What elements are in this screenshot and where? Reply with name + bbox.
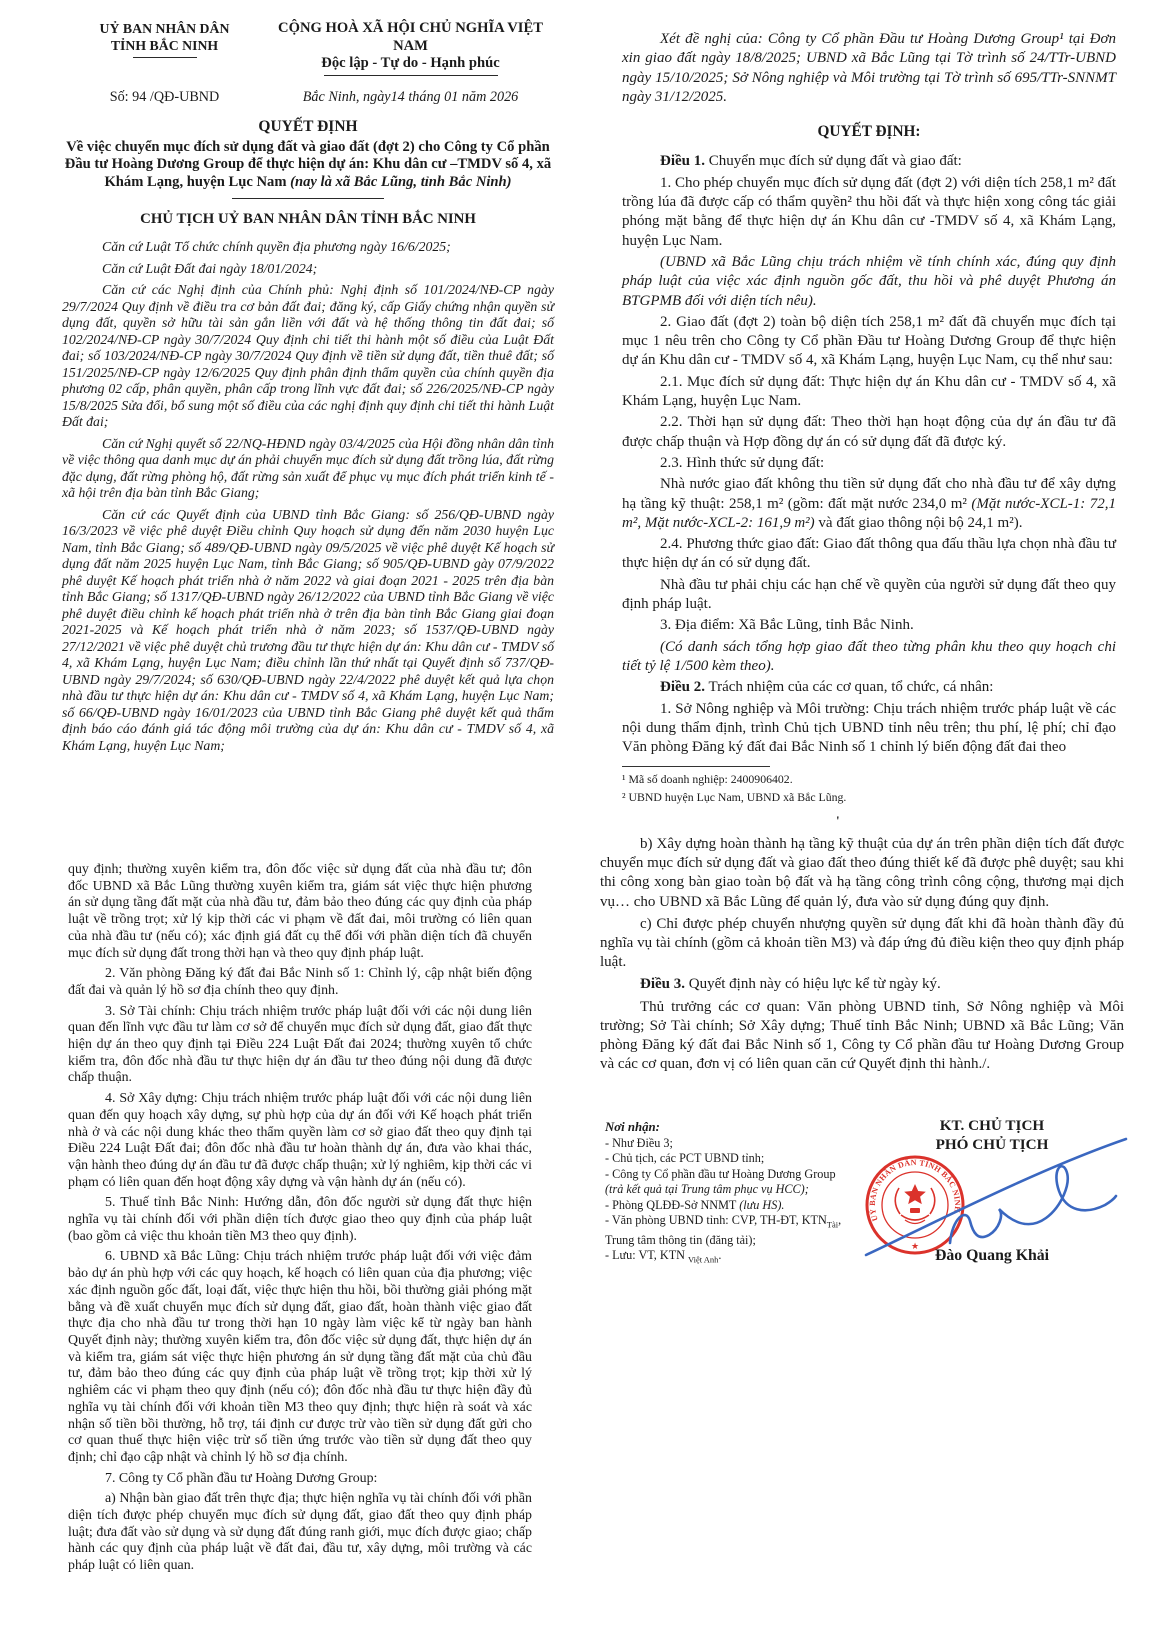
motto-underline [324, 75, 498, 76]
national-motto-block [267, 20, 554, 76]
page-4 [600, 832, 1124, 1265]
recipient-item-text: , [838, 1213, 842, 1227]
stray-scan-mark: ' [836, 813, 840, 828]
recipient-item: (trả kết quả tại Trung tâm phục vụ HCC); [605, 1182, 809, 1196]
page-3 [68, 862, 532, 1575]
article-2-item-3: 3. Sở Tài chính: Chịu trách nhiệm trước pháp luật đối với các nội dung liên quan đến lĩnh vực đầu tư làm cơ sở để chuyển mục đích sử dụng đất, giao đất thực hiện dự án theo quy định tại Điều 224 Luật Đất đai 2024; thường xuyên tổ chức kiểm tra, đôn đốc nhà đầu tư thực hiện dự án đầu tư theo đúng nội dung đã được chấp thuận. [68, 1003, 532, 1086]
article-1-item-3-note: (Có danh sách tổng hợp giao đất theo từng phân khu theo quy hoạch chi tiết tỷ lệ 1/500 kèm theo). [622, 638, 1116, 674]
signer-name: Đào Quang Khải [934, 1247, 1050, 1264]
article-2-item-5: 5. Thuế tỉnh Bắc Ninh: Hướng dẫn, đôn đốc người sử dụng đất thực hiện nghĩa vụ tài chính đối với phần diện tích được giao theo quy định của pháp luật (bao gồm cả việc thu khoản tiền M3 theo quy định). [68, 1195, 532, 1244]
recital: Căn cứ Luật Tổ chức chính quyền địa phương ngày 16/6/2025; [102, 239, 451, 255]
agency-underline [133, 57, 197, 58]
article-1-item-2: 2. Giao đất (đợt 2) toàn bộ diện tích 258,1 m² đất đã chuyển mục đích tại mục 1 nêu trên cho Công ty Cổ phần Đầu tư Hoàng Dương Group để thực hiện dự án Khu dân cư - TMDV số 4, xã Khám Lạng, huyện Lục Nam, cụ thể như sau: [622, 313, 1116, 369]
footnote-2: ² UBND huyện Lục Nam, UBND xã Bắc Lũng. [622, 789, 847, 804]
article-1-item-1: 1. Cho phép chuyển mục đích sử dụng đất (đợt 2) với diện tích 258,1 m² đất trồng lúa đã được cấp có thẩm quyền² thu hồi đất và thực hiện xong công tác giải phóng mặt bằng để thực hiện dự án Khu dân cư -TMDV số 4, xã Khám Lạng, huyện Lục Nam. [622, 174, 1116, 249]
recipient-item-text: - Lưu: VT, KTN [605, 1248, 688, 1263]
recipient-item: - Như Điều 3; [605, 1135, 673, 1150]
footnote-rule [622, 766, 770, 767]
recipient-item: Trung tâm thông tin (đăng tải); [605, 1232, 756, 1247]
article-2-item-6: 6. UBND xã Bắc Lũng: Chịu trách nhiệm trước pháp luật đối với việc đảm bảo dự án phù hợp với các quy hoạch, kế hoạch có liên quan của địa phương; việc xác định nguồn gốc đất, loại đất, việc thực hiện thu hồi, bồi thường giải phóng mặt bằng và đề xuất chuyển mục đích sử dụng đất, giao đất, hoàn thành việc giao đất thực địa cho nhà đầu tư trong thời hạn 10 ngày làm việc kể từ ngày ban hành Quyết định này; thường xuyên kiểm tra, đôn đốc việc sử dụng đất, thực hiện dự án và kiểm tra, giám sát việc thực hiện phương án sử dụng tầng đất mặt của chủ đầu tư, đảm bảo theo đúng các quy định của pháp luật về trồng trọt; kịp thời xử lý nghiêm các vi phạm theo quy định (nếu có); đôn đốc nhà đầu tư thực hiện đầy đủ nghĩa vụ tài chính đối với khoản tiền M3 theo quy định; thực hiện rà soát và xác nhận số tiền bồi thường, hỗ trợ, tái định cư được trừ vào tiền sử dụng đất gửi cho cơ quan thuế thực hiện việc trừ số tiền ứng trước vào tiền sử dụng đất theo quy định; chỉ đạo cập nhật và chỉnh lý hồ sơ địa chính. [68, 1249, 532, 1465]
recipient-item-text: . [718, 1248, 722, 1263]
page-header [62, 20, 554, 76]
signer-title-line1: KT. CHỦ TỊCH [939, 1117, 1045, 1134]
article-1-item-2-3: 2.3. Hình thức sử dụng đất: [660, 454, 825, 471]
recital: Căn cứ các Nghị định của Chính phủ: Nghị định số 101/2024/NĐ-CP ngày 29/7/2024 Quy định về điều tra cơ bản đất đai; đăng ký, cấp Giấy chứng nhận quyền sử dụng đất, quyền sở hữu tài sản gắn liền với đất và hệ thống thông tin đất đai; số 102/2024/NĐ-CP ngày 30/7/2024 Quy định chi tiết thi hành một số điều của Luật Đất đai; số 103/2024/NĐ-CP ngày 30/7/2024 Quy định về tiền sử dụng đất, tiền thuê đất; số 151/2025/NĐ-CP ngày 12/6/2025 Quy định phân định thẩm quyền của chính quyền địa phương 02 cấp, phân quyền, phân cấp trong lĩnh vực đất đai; số 226/2025/NĐ-CP ngày 15/8/2025 Sửa đổi, bổ sung một số điều của các nghị định quy định chi tiết thi hành Luật Đất đai; [62, 282, 554, 430]
national-motto: Độc lập - Tự do - Hạnh phúc [321, 55, 500, 71]
stamp-ring-text: UỶ BAN NHÂN DÂN TỈNH BẮC NINH [867, 1157, 963, 1223]
article-2-item-1: 1. Sở Nông nghiệp và Môi trường: Chịu trách nhiệm trước pháp luật về các nội dung thẩm định, trình Chủ tịch UBND tỉnh nêu trên; thu phí, lệ phí; chỉ đạo Văn phòng Đăng ký đất đai Bắc Ninh số 1 chỉnh lý biến động đất đai theo [622, 700, 1116, 756]
recital: Căn cứ Nghị quyết số 22/NQ-HĐND ngày 03/4/2025 của Hội đồng nhân dân tỉnh về việc thông qua danh mục dự án phải chuyển mục đích sử dụng đất trồng lúa, đất rừng đặc dụng, đất rừng phòng hộ, đất rừng sản xuất để phục vụ mục đích phát triển kinh tế - xã hội trên địa bàn tỉnh Bắc Giang; [62, 435, 554, 501]
recipient-item-subscript: Tài [826, 1219, 839, 1230]
decision-heading: QUYẾT ĐỊNH [258, 118, 358, 135]
article-2-item-7b: b) Xây dựng hoàn thành hạ tầng kỹ thuật của dự án trên phần diện tích đất được chuyển mục đích sử dụng đất và giao đất theo đúng thiết kế đã được phê duyệt; sau khi thi công xong bàn giao toàn bộ đất và hạ tầng công trình công cộng, thương mại dịch vụ… cho UBND xã Bắc Lũng để quản lý, đưa vào sử dụng đúng quy định. [600, 836, 1124, 910]
article-2-item-4: 4. Sở Xây dựng: Chịu trách nhiệm trước pháp luật đối với các nội dung liên quan đến quy hoạch xây dựng, sự phù hợp của dự án đối với Kế hoạch phát triển nhà ở và các nội dung khác theo thẩm quyền làm cơ sở giao đất theo quy định tại Điều 224 Luật Đất đai; đôn đốc nhà đầu tư hoàn thành dự án, đưa vào khai thác, vận hành theo đúng dự án đầu tư đã được chấp thuận; xử lý nghiêm, kịp thời các vi phạm có liên quan đến hoạt động xây dựng và vận hành dự án (nếu có). [68, 1091, 532, 1190]
article-2-text: Trách nhiệm của các cơ quan, tổ chức, cá nhân: [705, 679, 994, 696]
footnote-block [622, 766, 1116, 805]
recipient-item: - Chủ tịch, các PCT UBND tỉnh; [605, 1151, 765, 1165]
recipient-item [605, 1198, 853, 1214]
stamp-star-icon: ★ [910, 1241, 920, 1251]
article-3 [600, 975, 1124, 994]
signer-title-line2: PHÓ CHỦ TỊCH [935, 1136, 1049, 1153]
recipient-item-italic: (lưu HS). [739, 1197, 785, 1212]
proposal-paragraph: Xét đề nghị của: Công ty Cổ phần Đầu tư Hoàng Dương Group¹ tại Đơn xin giao đất ngày 18/8/2025; UBND xã Bắc Lũng tại Tờ trình số 24/TTr-UBND ngày 15/10/2025; Sở Nông nghiệp và Môi trường tại Tờ trình số 695/TTr-SNNMT ngày 31/12/2025. [622, 31, 1116, 105]
article-1-item-1-note: (UBND xã Bắc Lũng chịu trách nhiệm về tính chính xác, đúng quy định pháp luật của việc xác định nguồn gốc đất, thu hồi và phê duyệt Phương án BTGPMB đối với diện tích nêu). [622, 253, 1116, 309]
place-date: Bắc Ninh, ngày14 tháng 01 năm 2026 [302, 88, 519, 105]
agency-name-line2: TỈNH BẮC NINH [110, 38, 219, 53]
article-1-item-2-4b: Nhà đầu tư phải chịu các hạn chế về quyền của người sử dụng đất theo quy định pháp luật. [622, 576, 1116, 613]
recipient-item: - Công ty Cổ phần đầu tư Hoàng Dương Group [605, 1166, 836, 1181]
issuing-agency-block [62, 20, 267, 76]
page-1 [62, 20, 554, 754]
recipient-item [605, 1213, 853, 1233]
article-2-item-2: 2. Văn phòng Đăng ký đất đai Bắc Ninh số 1: Chỉnh lý, cập nhật biến động đất đai và quản lý hồ sơ địa chính theo quy định. [68, 966, 532, 998]
article-1-item-2-3b [622, 475, 1116, 533]
article-1-item-3: 3. Địa điểm: Xã Bắc Lũng, tỉnh Bắc Ninh. [660, 617, 914, 634]
article-2-item-1-continued: quy định; thường xuyên kiểm tra, đôn đốc việc sử dụng đất của nhà đầu tư; đôn đốc UBND xã Bắc Lũng thường xuyên kiểm tra, giám sát việc thực hiện phương án sử dụng tầng đất mặt của nhà đầu tư, đảm bảo theo đúng các quy định của pháp luật về trồng trọt; xử lý kịp thời các vi phạm về đất đai, môi trường có liên quan của nhà đầu tư (nếu có); xác định giá đất cụ thể đối với phần diện tích đã chuyển mục đích sử dụng đất trong thời hạn và theo quy định pháp luật. [68, 862, 532, 961]
recipients-heading: Nơi nhận: [605, 1120, 660, 1134]
recital: Căn cứ các Quyết định của UBND tỉnh Bắc Giang: số 256/QĐ-UBND ngày 16/3/2023 về việc phê duyệt Điều chỉnh Quy hoạch sử dụng đến năm 2030 huyện Lục Nam, tỉnh Bắc Giang; số 489/QĐ-UBND ngày 09/5/2025 về việc phê duyệt Kế hoạch sử dụng đất năm 2025 huyện Lục Nam, tỉnh Bắc Giang; số 905/QĐ-UBND gày 07/9/2022 phê duyệt Kế hoạch phát triển nhà ở năm 2022 và giai đoạn 2021 - 2025 trên địa bàn tỉnh Bắc Giang; số 1317/QĐ-UBND ngày 26/12/2022 của UBND tỉnh Bắc Giang về việc phê duyệt điều chỉnh kế hoạch phát triển nhà ở trên địa bàn tỉnh Bắc Giang giai đoạn 2021-2025 và Kế hoạch phát triển nhà ở năm 2023; số 1537/QĐ-UBND ngày 27/12/2021 về việc phê duyệt chủ trương đầu tư thực hiện dự án: Khu dân cư - TMDV số 4, xã Khám Lạng, huyện Lục Nam; điều chỉnh lần thứ nhất tại Quyết định số 737/QĐ-UBND ngày 29/7/2024; số 630/QĐ-UBND ngày 22/4/2022 phê duyệt kết quả lựa chọn nhà đầu tư thực hiện dự án: Khu dân cư - TMDV số 4, xã Khám Lạng, huyện Lục Nam; số 66/QĐ-UBND ngày 16/01/2023 của UBND tỉnh Bắc Giang phê duyệt kết quả thẩm định báo cáo đánh giá tác động môi trường của dự án: Khu dân cư - TMDV số 4, xã Khám Lạng, huyện Lục Nam; [62, 506, 554, 753]
item-2-3b-italic: (Mặt nước-XCL-1: 72,1 m², Mặt nước-XCL-2: 161,9 m²) [622, 495, 1117, 531]
article-1-item-2-1: 2.1. Mục đích sử dụng đất: Thực hiện dự án Khu dân cư - TMDV số 4, xã Khám Lạng, huyện Lục Nam. [622, 373, 1116, 410]
article-2-label: Điều 2. [660, 679, 705, 696]
article-3-text: Quyết định này có hiệu lực kể từ ngày ký. [685, 976, 941, 993]
article-3-label: Điều 3. [640, 976, 685, 993]
page-2 [622, 28, 1117, 828]
article-1 [622, 152, 1116, 171]
item-2-3b-pre: Nhà nước giao đất không thu tiền sử dụng đất cho nhà đầu tư để xây dựng hạ tầng kỹ thuật: 258,1 m² (gồm: đất mặt nước 234,0 m² [622, 476, 1116, 512]
agency-name-line1: UỶ BAN NHÂN DÂN [99, 21, 230, 36]
article-1-label: Điều 1. [660, 153, 705, 170]
item-2-3b-post: và đất giao thông nội bộ 24,1 m²). [814, 514, 1023, 531]
recipients-block [605, 1120, 853, 1268]
national-title: CỘNG HOÀ XÃ HỘI CHỦ NGHĨA VIỆT NAM [278, 20, 543, 54]
recipient-item [605, 1248, 853, 1268]
article-2-item-7a: a) Nhận bàn giao đất trên thực địa; thực hiện nghĩa vụ tài chính đối với phần diện tích được phép chuyển mục đích sử dụng đất, giao đất theo quy định pháp luật; đưa đất vào sử dụng và sử dụng đất đúng ranh giới, mục đích được giao; chấp hành các quy định của pháp luật về đất đai, đầu tư, xây dựng, môi trường và các pháp luật có liên quan. [68, 1491, 532, 1574]
article-1-item-2-2: 2.2. Thời hạn sử dụng đất: Theo thời hạn hoạt động của dự án đầu tư đã được chấp thuận và Hợp đồng dự án có sử dụng đất đã được ký. [622, 414, 1116, 450]
footnote-1: ¹ Mã số doanh nghiệp: 2400906402. [622, 772, 793, 786]
subject-note: (nay là xã Bắc Lũng, tỉnh Bắc Ninh) [290, 174, 512, 191]
recipient-item-text: - Văn phòng UBND tỉnh: CVP, TH-ĐT, KTN [605, 1213, 827, 1227]
article-2-item-7: 7. Công ty Cổ phần đầu tư Hoàng Dương Group: [105, 1470, 378, 1486]
compliance-paragraph: Thủ trưởng các cơ quan: Văn phòng UBND tỉnh, Sở Nông nghiệp và Môi trường; Sở Tài chính; Sở Xây dựng; Thuế tỉnh Bắc Ninh; UBND xã Bắc Lũng; Văn phòng Đăng ký đất đai Bắc Ninh số 1, Công ty Cổ phần đầu tư Hoàng Dương Group và các cơ quan, đơn vị có liên quan căn cứ Quyết định thi hành./. [600, 998, 1124, 1073]
article-2 [622, 678, 1116, 697]
recital: Căn cứ Luật Đất đai ngày 18/01/2024; [102, 260, 318, 276]
doc-number: Số: 94 /QĐ-UBND [109, 88, 220, 105]
authority-heading: CHỦ TỊCH UỶ BAN NHÂN DÂN TỈNH BẮC NINH [140, 210, 476, 227]
decision-heading-2: QUYẾT ĐỊNH: [817, 123, 921, 141]
title-underline [232, 198, 384, 199]
subject-main: Về việc chuyển mục đích sử dụng đất và giao đất (đợt 2) cho Công ty Cổ phần Đầu tư Hoàng Dương Group để thực hiện dự án: Khu dân cư –TMDV số 4, xã Khám Lạng, huyện Lục Nam [64, 138, 552, 191]
signature-title-block [882, 1116, 1102, 1154]
recipient-item-subscript: Việt Anh [688, 1254, 719, 1265]
decision-subject [62, 139, 554, 192]
article-1-text: Chuyển mục đích sử dụng đất và giao đất: [705, 153, 962, 170]
recipient-item-text: - Phòng QLĐĐ-Sở NNMT [605, 1197, 740, 1212]
article-2-item-7c: c) Chỉ được phép chuyển nhượng quyền sử dụng đất khi đã hoàn thành đầy đủ nghĩa vụ tài chính (gồm cả khoản tiền M3) và đáp ứng đủ điều kiện theo quy định pháp luật. [600, 915, 1124, 971]
number-date-row [62, 89, 554, 106]
article-1-item-2-4: 2.4. Phương thức giao đất: Giao đất thông qua đấu thầu lựa chọn nhà đầu tư thực hiện dự án có sử dụng đất. [622, 536, 1116, 572]
